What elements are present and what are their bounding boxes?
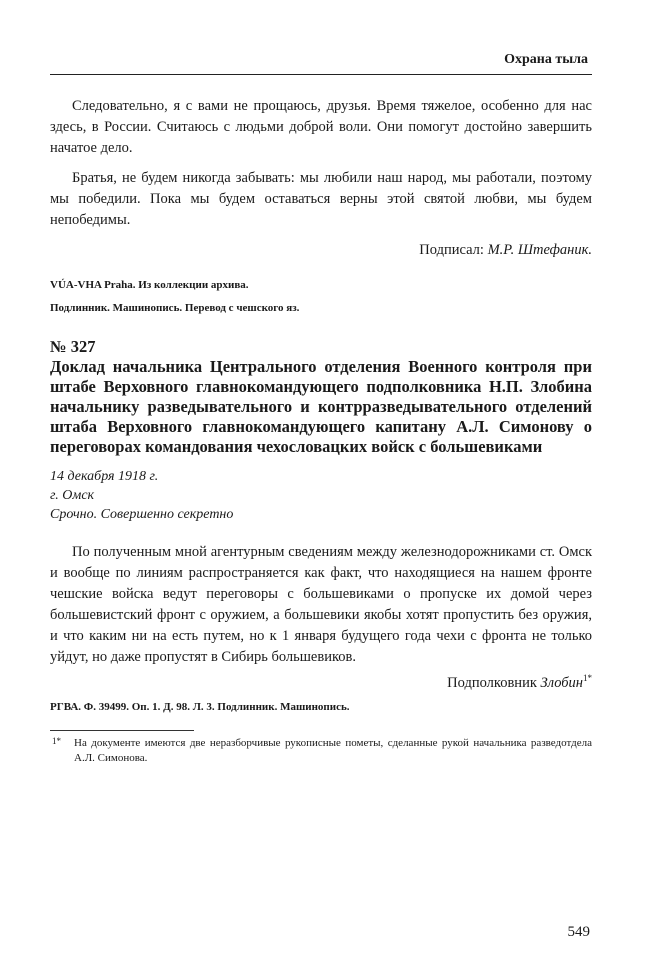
prev-doc-signature-label: Подписал: <box>419 242 484 258</box>
document-date: 14 декабря 1918 г. <box>50 469 159 484</box>
footnote-rule <box>50 730 194 731</box>
document-classification: Срочно. Совершенно секретно <box>50 507 234 522</box>
prev-doc-paragraph-1: Следовательно, я с вами не прощаюсь, друзья. Время тяжелое, особенно для нас здесь, в России. Считаюсь с людьми доброй воли. Они помогут достойно завершить начатое дело. <box>50 98 592 156</box>
footnote-mark: 1* <box>52 735 61 746</box>
footnote-text: На документе имеются две неразборчивые рукописные пометы, сделанные рукой начальника разведотдела А.Л. Симонова. <box>74 736 592 764</box>
prev-doc-source-line-2: Подлинник. Машинопись. Перевод с чешского яз. <box>50 302 300 314</box>
document-signature-rank: Подполковник <box>447 674 537 691</box>
document-body: По полученным мной агентурным сведениям между железнодорожниками ст. Омск и вообще по линиям распространяется как факт, что находящиеся на нашем фронте чешские войска ведут переговоры с большевиками о пропуске их домой через большевистский фронт с оружием, а большевики якобы хотят пропустить без оружия, и что каким ни на есть путем, но к 1 января будущего года чехи с фронта не только уйдут, но даже пропустят в Сибирь большевиков. <box>50 544 592 665</box>
archive-reference: РГВА. Ф. 39499. Оп. 1. Д. 98. Л. 3. Подлинник. Машинопись. <box>50 700 350 713</box>
prev-doc-source-line-1: VÚA-VHA Praha. Из коллекции архива. <box>50 279 249 291</box>
document-title: Доклад начальника Центрального отделения Военного контроля при штабе Верховного главнокомандующего подполковника Н.П. Злобина начальнику разведывательного и контрразведывательного отделений штаба Верховного главнокомандующего капитану А.Л. Симонову о переговорах командования чехословацких войск с большевиками <box>50 357 592 456</box>
document-signature-name: Злобин <box>540 674 583 691</box>
footnote <box>50 736 592 766</box>
running-title: Охрана тыла <box>504 52 588 67</box>
prev-doc-signature <box>50 240 592 261</box>
page-number: 549 <box>567 924 590 940</box>
prev-doc-signature-name: М.Р. Штефаник. <box>487 242 592 258</box>
footnote-reference-mark: 1* <box>583 673 592 683</box>
document-number: № 327 <box>50 337 96 356</box>
header-rule <box>50 74 592 75</box>
page-content <box>50 96 592 766</box>
document-signature <box>50 668 592 694</box>
prev-doc-paragraph-2: Братья, не будем никогда забывать: мы любили наш народ, мы работали, поэтому мы победили. Пока мы будем оставаться верны этой святой любви, мы будем непобедимы. <box>50 170 592 228</box>
document-place: г. Омск <box>50 488 95 503</box>
